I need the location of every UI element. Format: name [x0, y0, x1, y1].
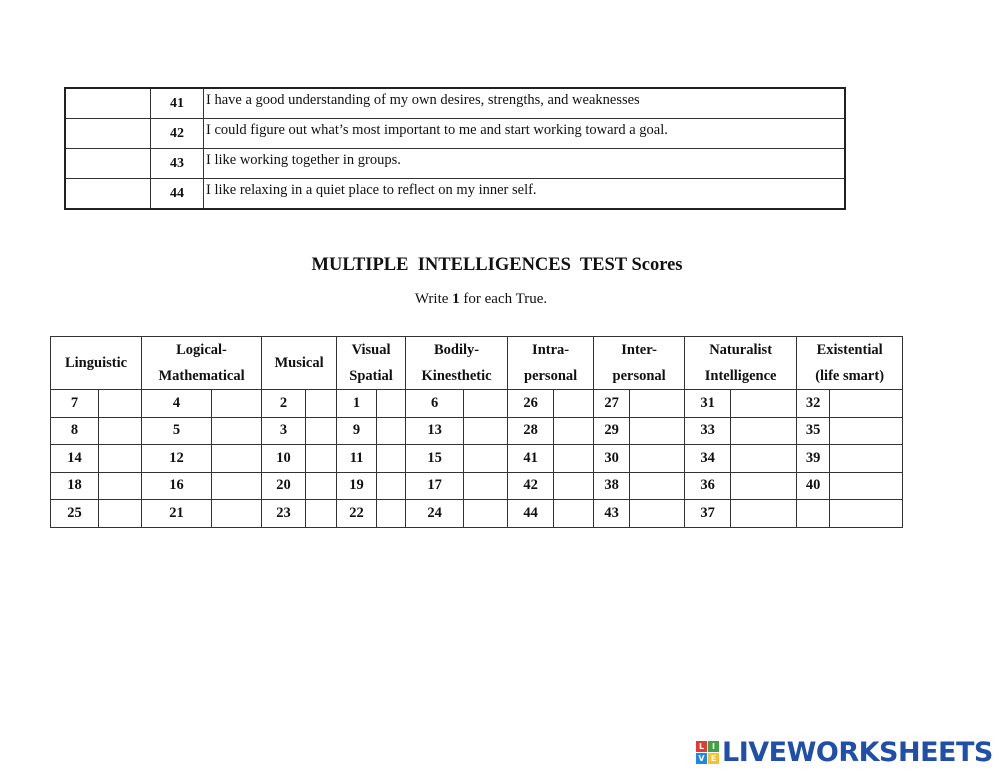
- statement-row: [65, 149, 845, 179]
- header-line-1: Naturalist: [709, 342, 773, 358]
- header-line-2: personal: [612, 368, 666, 384]
- logo-block: L: [696, 741, 707, 752]
- question-number: 41: [508, 445, 554, 473]
- answer-cell[interactable]: [65, 88, 151, 119]
- header-line-2: Spatial: [349, 368, 393, 384]
- score-row: [51, 472, 903, 500]
- intelligence-header: [262, 337, 337, 390]
- score-answer-cell[interactable]: [306, 500, 337, 528]
- header-line-2: (life smart): [815, 368, 885, 384]
- score-answer-cell[interactable]: [630, 417, 685, 445]
- instruction-text: [0, 291, 962, 308]
- header-line-2: Mathematical: [158, 368, 245, 384]
- question-number: 5: [142, 417, 212, 445]
- score-answer-cell[interactable]: [377, 390, 406, 418]
- header-line-2: personal: [524, 368, 578, 384]
- score-answer-cell[interactable]: [830, 500, 903, 528]
- header-line-1: Musical: [274, 355, 324, 371]
- question-number: 2: [262, 390, 306, 418]
- score-answer-cell[interactable]: [731, 500, 797, 528]
- logo-block: I: [708, 741, 719, 752]
- statement-text: I could figure out what’s most important to me and start working toward a goal.: [204, 119, 846, 149]
- statement-text: I have a good understanding of my own desires, strengths, and weaknesses: [204, 88, 846, 119]
- instruction-suffix: for each True.: [459, 291, 548, 307]
- score-answer-cell[interactable]: [630, 390, 685, 418]
- score-answer-cell[interactable]: [377, 500, 406, 528]
- header-line-1: Existential: [816, 342, 883, 358]
- statement-row: [65, 119, 845, 149]
- header-line-1: Visual: [351, 342, 391, 358]
- statement-number: 42: [151, 119, 204, 149]
- question-number: 3: [262, 417, 306, 445]
- header-line-1: Logical-: [176, 342, 227, 358]
- intelligence-header: [797, 337, 903, 390]
- question-number: 42: [508, 472, 554, 500]
- score-answer-cell[interactable]: [830, 472, 903, 500]
- question-number: 35: [797, 417, 830, 445]
- question-number: 31: [685, 390, 731, 418]
- question-number: 4: [142, 390, 212, 418]
- score-row: [51, 390, 903, 418]
- header-line-1: Intra-: [532, 342, 570, 358]
- intelligence-header: [142, 337, 262, 390]
- score-answer-cell[interactable]: [99, 500, 142, 528]
- score-answer-cell[interactable]: [99, 390, 142, 418]
- score-answer-cell[interactable]: [464, 390, 508, 418]
- statement-text: I like working together in groups.: [204, 149, 846, 179]
- question-number: 30: [594, 445, 630, 473]
- score-answer-cell[interactable]: [554, 500, 594, 528]
- question-number: 36: [685, 472, 731, 500]
- header-line-2: Kinesthetic: [421, 368, 492, 384]
- score-answer-cell[interactable]: [99, 472, 142, 500]
- score-answer-cell[interactable]: [731, 417, 797, 445]
- question-number: 24: [406, 500, 464, 528]
- score-answer-cell[interactable]: [99, 417, 142, 445]
- score-answer-cell[interactable]: [306, 390, 337, 418]
- question-number: 44: [508, 500, 554, 528]
- question-number: 11: [337, 445, 377, 473]
- score-table: [50, 336, 903, 528]
- score-answer-cell[interactable]: [630, 500, 685, 528]
- intelligence-header: [685, 337, 797, 390]
- question-number: 22: [337, 500, 377, 528]
- question-number: 6: [406, 390, 464, 418]
- statement-number: 44: [151, 179, 204, 210]
- question-number: 18: [51, 472, 99, 500]
- statement-row: [65, 88, 845, 119]
- question-number: 34: [685, 445, 731, 473]
- logo-block: E: [708, 753, 719, 764]
- question-number: 23: [262, 500, 306, 528]
- score-answer-cell[interactable]: [377, 472, 406, 500]
- score-header-row: [51, 337, 903, 390]
- question-number: 28: [508, 417, 554, 445]
- score-answer-cell[interactable]: [830, 417, 903, 445]
- question-number: 32: [797, 390, 830, 418]
- score-row: [51, 445, 903, 473]
- score-answer-cell[interactable]: [377, 417, 406, 445]
- header-line-1: Bodily-: [434, 342, 480, 358]
- question-number: 12: [142, 445, 212, 473]
- score-answer-cell[interactable]: [630, 445, 685, 473]
- score-answer-cell[interactable]: [554, 445, 594, 473]
- statement-number: 43: [151, 149, 204, 179]
- score-answer-cell[interactable]: [306, 445, 337, 473]
- question-number: 25: [51, 500, 99, 528]
- question-number: 17: [406, 472, 464, 500]
- score-answer-cell[interactable]: [464, 417, 508, 445]
- score-answer-cell[interactable]: [212, 390, 262, 418]
- score-answer-cell[interactable]: [554, 390, 594, 418]
- question-number: 14: [51, 445, 99, 473]
- question-number: 13: [406, 417, 464, 445]
- score-answer-cell[interactable]: [630, 472, 685, 500]
- question-number: 29: [594, 417, 630, 445]
- answer-cell[interactable]: [65, 179, 151, 210]
- instruction-prefix: Write: [414, 291, 453, 307]
- logo-block: V: [696, 753, 707, 764]
- answer-cell[interactable]: [65, 149, 151, 179]
- score-answer-cell[interactable]: [464, 472, 508, 500]
- score-answer-cell[interactable]: [99, 445, 142, 473]
- intelligence-header: [594, 337, 685, 390]
- question-number: 37: [685, 500, 731, 528]
- score-answer-cell[interactable]: [731, 445, 797, 473]
- question-number: 43: [594, 500, 630, 528]
- question-number: 38: [594, 472, 630, 500]
- score-answer-cell[interactable]: [306, 417, 337, 445]
- question-number: [797, 500, 830, 528]
- answer-cell[interactable]: [65, 119, 151, 149]
- score-answer-cell[interactable]: [554, 417, 594, 445]
- intelligence-header: [508, 337, 594, 390]
- question-number: 20: [262, 472, 306, 500]
- statement-row: [65, 179, 845, 210]
- question-number: 7: [51, 390, 99, 418]
- score-answer-cell[interactable]: [306, 472, 337, 500]
- intelligence-header: [51, 337, 142, 390]
- score-answer-cell[interactable]: [731, 390, 797, 418]
- question-number: 27: [594, 390, 630, 418]
- question-number: 1: [337, 390, 377, 418]
- score-answer-cell[interactable]: [830, 445, 903, 473]
- score-row: [51, 417, 903, 445]
- statement-number: 41: [151, 88, 204, 119]
- question-number: 9: [337, 417, 377, 445]
- question-number: 21: [142, 500, 212, 528]
- score-answer-cell[interactable]: [212, 417, 262, 445]
- score-answer-cell[interactable]: [830, 390, 903, 418]
- liveworksheets-logo: [696, 735, 993, 769]
- question-number: 33: [685, 417, 731, 445]
- score-answer-cell[interactable]: [464, 500, 508, 528]
- header-line-1: Inter-: [621, 342, 657, 358]
- page-title: MULTIPLE INTELLIGENCES TEST Scores: [311, 255, 683, 275]
- score-answer-cell[interactable]: [212, 445, 262, 473]
- logo-text: LIVEWORKSHEETS: [722, 736, 993, 768]
- question-number: 10: [262, 445, 306, 473]
- header-line-2: Intelligence: [704, 368, 777, 384]
- logo-blocks-icon: [696, 741, 719, 764]
- score-row: [51, 500, 903, 528]
- instruction-bold-value: 1: [452, 291, 460, 307]
- question-number: 8: [51, 417, 99, 445]
- question-number: 40: [797, 472, 830, 500]
- score-answer-cell[interactable]: [212, 500, 262, 528]
- question-number: 15: [406, 445, 464, 473]
- statement-text: I like relaxing in a quiet place to reflect on my inner self.: [204, 179, 846, 210]
- question-number: 26: [508, 390, 554, 418]
- score-answer-cell[interactable]: [377, 445, 406, 473]
- question-number: 39: [797, 445, 830, 473]
- header-line-1: Linguistic: [64, 355, 128, 371]
- score-answer-cell[interactable]: [554, 472, 594, 500]
- score-answer-cell[interactable]: [212, 472, 262, 500]
- question-number: 19: [337, 472, 377, 500]
- statement-table: [64, 87, 846, 210]
- intelligence-header: [406, 337, 508, 390]
- intelligence-header: [337, 337, 406, 390]
- score-answer-cell[interactable]: [731, 472, 797, 500]
- score-answer-cell[interactable]: [464, 445, 508, 473]
- question-number: 16: [142, 472, 212, 500]
